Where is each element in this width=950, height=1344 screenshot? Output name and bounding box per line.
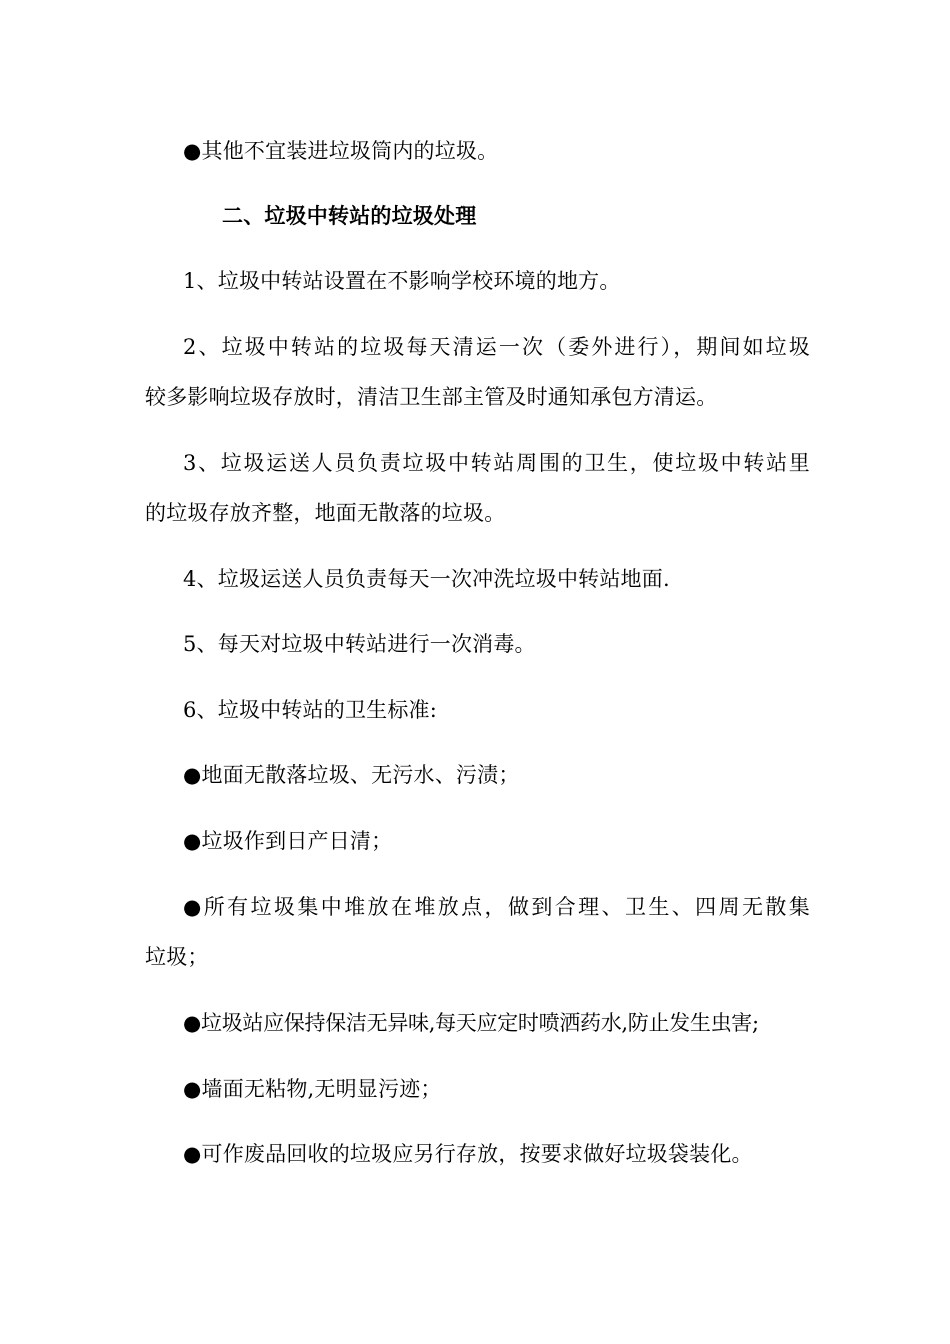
section-heading: 二、垃圾中转站的垃圾处理 <box>222 203 477 228</box>
bullet-stacking-line-1: ●所有垃圾集中堆放在堆放点，做到合理、卫生、四周无散集 <box>183 895 810 919</box>
bullet-wall: ●墙面无粘物,无明显污迹； <box>183 1077 442 1101</box>
item-2-line-1: 2、垃圾中转站的垃圾每天清运一次（委外进行），期间如垃圾 <box>183 335 810 359</box>
item-1: 1、垃圾中转站设置在不影响学校环境的地方。 <box>183 269 621 293</box>
item-2-line-2: 较多影响垃圾存放时，清洁卫生部主管及时通知承包方清运。 <box>145 385 718 409</box>
item-3-line-2: 的垃圾存放齐整，地面无散落的垃圾。 <box>145 501 506 525</box>
item-6: 6、垃圾中转站的卫生标准: <box>183 698 438 722</box>
bullet-station-clean: ●垃圾站应保持保洁无异味,每天应定时喷洒药水,防止发生虫害; <box>183 1011 759 1035</box>
item-3-line-1: 3、垃圾运送人员负责垃圾中转站周围的卫生，使垃圾中转站里 <box>183 451 810 475</box>
item-5: 5、每天对垃圾中转站进行一次消毒。 <box>183 632 536 656</box>
bullet-ground: ●地面无散落垃圾、无污水、污渍； <box>183 763 520 787</box>
bullet-stacking-line-2: 垃圾； <box>145 945 209 969</box>
bullet-daily-clean: ●垃圾作到日产日清； <box>183 829 393 853</box>
item-4: 4、垃圾运送人员负责每天一次冲洗垃圾中转站地面. <box>183 567 670 591</box>
bullet-other-waste: ●其他不宜装进垃圾筒内的垃圾。 <box>183 139 499 163</box>
bullet-recycle: ●可作废品回收的垃圾应另行存放，按要求做好垃圾袋装化。 <box>183 1142 753 1166</box>
